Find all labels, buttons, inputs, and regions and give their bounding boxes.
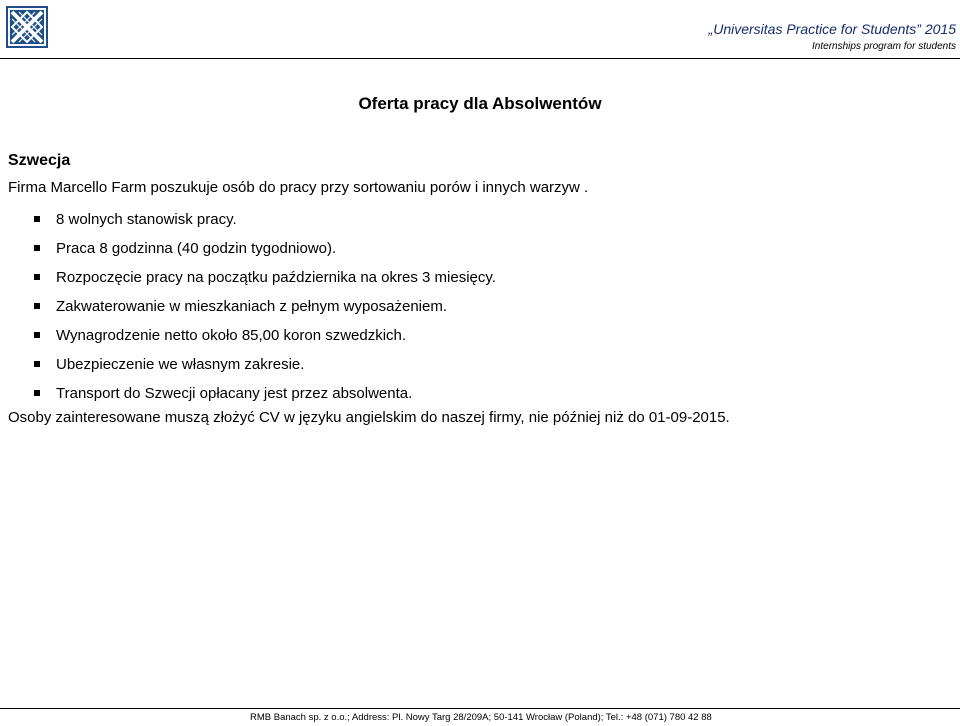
header-program-info [709, 20, 956, 53]
bullet-square-icon [34, 390, 40, 396]
list-item-text: Zakwaterowanie w mieszkaniach z pełnym wyposażeniem. [56, 298, 447, 315]
list-item [8, 263, 948, 292]
footer-contact: RMB Banach sp. z o.o.; Address: Pl. Nowy Targ 28/209A; 50-141 Wrocław (Poland); Tel.: +48 (071) 780 42 88 [250, 712, 712, 723]
bullet-square-icon [34, 216, 40, 222]
document-body [8, 151, 948, 428]
bullet-square-icon [34, 303, 40, 309]
job-details-list [8, 205, 948, 408]
intro-paragraph: Firma Marcello Farm poszukuje osób do pracy przy sortowaniu porów i innych warzyw . [8, 179, 589, 196]
list-item [8, 205, 948, 234]
footer-divider [0, 708, 960, 709]
diamond-lattice-logo-icon [6, 6, 48, 48]
list-item-text: Ubezpieczenie we własnym zakresie. [56, 356, 305, 373]
list-item [8, 350, 948, 379]
document-title: Oferta pracy dla Absolwentów [358, 94, 602, 113]
bullet-square-icon [34, 361, 40, 367]
list-item-text: Rozpoczęcie pracy na początku października na okres 3 miesięcy. [56, 269, 496, 286]
list-item [8, 234, 948, 263]
closing-paragraph: Osoby zainteresowane muszą złożyć CV w języku angielskim do naszej firmy, nie później niż do 01-09-2015. [8, 409, 730, 426]
bullet-square-icon [34, 245, 40, 251]
list-item [8, 321, 948, 350]
program-subtitle: Internships program for students [812, 41, 956, 52]
company-logo [6, 6, 48, 48]
bullet-square-icon [34, 332, 40, 338]
header-divider [0, 58, 960, 59]
program-title: „Universitas Practice for Students” 2015 [708, 21, 956, 37]
list-item-text: Praca 8 godzinna (40 godzin tygodniowo). [56, 240, 337, 257]
country-heading: Szwecja [8, 152, 71, 169]
list-item [8, 292, 948, 321]
list-item [8, 379, 948, 408]
list-item-text: 8 wolnych stanowisk pracy. [56, 211, 237, 228]
bullet-square-icon [34, 274, 40, 280]
list-item-text: Transport do Szwecji opłacany jest przez absolwenta. [56, 385, 413, 402]
list-item-text: Wynagrodzenie netto około 85,00 koron szwedzkich. [56, 327, 407, 344]
